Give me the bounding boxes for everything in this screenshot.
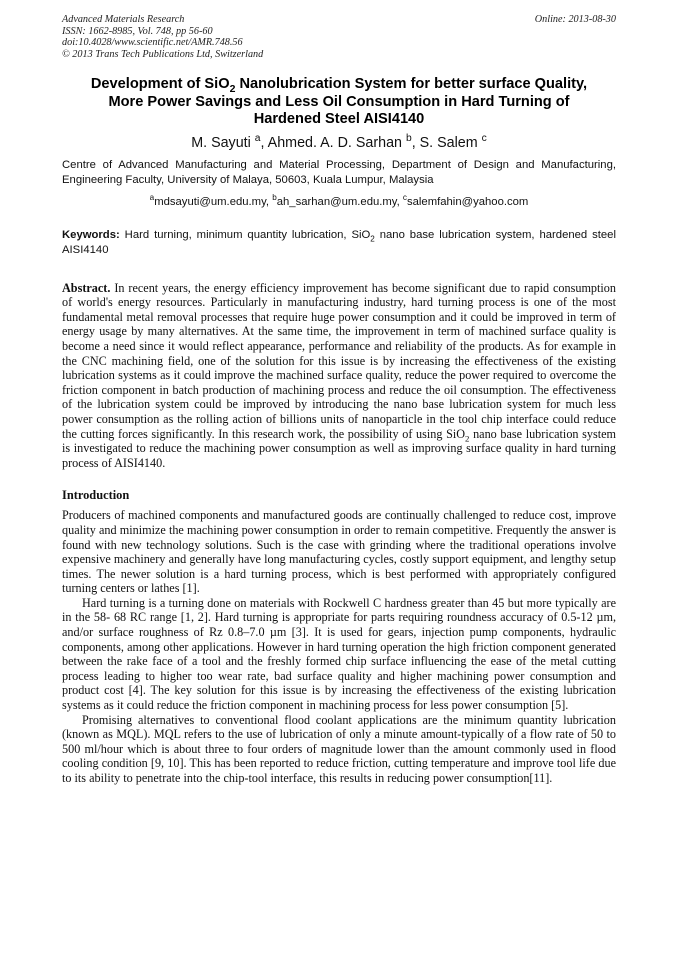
keywords-label: Keywords: [62,228,120,241]
keywords: Keywords: Hard turning, minimum quantity lubrication, SiO$_2$ nano base lubrication system, hardened steel AISI4140 [62,228,616,256]
paragraph: Promising alternatives to conventional flood coolant applications are the minimum quantity lubrication (known as MQL). MQL refers to the use of lubrication of only a minute amount-typically of a flow rate of 50 to 500 ml/hour which is about three to four orders of magnitude lower than the amount commonly used in flood cooling condition [9, 10]. This has been reported to reduce friction, cutting temperature and improve tool life due to its ability to penetrate into the chip-tool interface, this results in reducing power consumption[11]. [62,712,616,785]
copyright: © 2013 Trans Tech Publications Ltd, Switzerland [62,48,264,60]
author-list: M. Sayuti $^a$, Ahmed. A. D. Sarhan $^b$, S. Salem $^c$ [191,132,487,151]
affiliation: Centre of Advanced Manufacturing and Material Processing, Department of Design and Manufacturing, Engineering Faculty, University of Malaya, 50603, Kuala Lumpur, Malaysia [62,158,616,186]
email-link[interactable]: salemfahin@yahoo.com [406,195,529,208]
section-heading-introduction: Introduction [62,488,130,503]
author-name: S. Salem [419,134,478,151]
email-list: $^a$mdsayuti@um.edu.my, $^b$ah_sarhan@um.edu.my, $^c$salemfahin@yahoo.com [149,192,529,208]
email-link[interactable]: mdsayuti@um.edu.my [154,195,266,208]
online-date: Online: 2013-08-30 [534,14,616,25]
issn: ISSN: 1662-8985, Vol. 748, pp 56-60 [62,25,213,37]
paragraph: Hard turning is a turning done on materials with Rockwell C hardness greater than 45 but more typically are in the 58- 68 RC range [1, 2]. Hard turning is appropriate for parts requiring roundness accuracy of 0.5-12 µm, and/or surface roughness of Rz 0.8–7.0 µm [3]. It is used for gears, injection pump components, hydraulic components, among other applications. However in hard turning operation the high friction component generated between the rake face of a tool and the freshly formed chip surface influencing the ease of the metal cutting process leading to higher too wear rate, bad surface quality and higher machining power consumption and product cost [4]. The key solution for this issue is by increasing the effectiveness of the existing lubrication systems as it could reduce the friction component in machining process for less power consumption [5]. [62,595,616,713]
doi: doi:10.4028/www.scientific.net/AMR.748.56 [62,37,243,49]
paper-title: Development of SiO$_2$ Nanolubrication System for better surface Quality, More Power Savings and Less Oil Consumption in Hard Turning of Hardened Steel AISI4140 [90,76,588,128]
abstract: Abstract. In recent years, the energy efficiency improvement has become significant due to rapid consumption of world's energy resources. Particularly in manufacturing industry, hard turning process is one of the most fundamental metal removal processes that require huge power consumption and it could be improved in term of energy usage by many alternatives. At the same time, the improvement in term of machined surface quality is become a need since it would reflect appearance, performance and reliability of the products. As for example in the CNC machining field, one of the solution for this issue is by increasing the effectiveness of the existing lubrication systems as it could improve the machined surface quality, reduce the power required to overcome the friction component in batch production of machining process and reduce the oil consumption. The effectiveness of the lubrication system could be improved by introducing the nano base lubrication system for much less power consumption as the rolling action of billions units of nanoparticle in the tool chip interface could reduce the cutting forces significantly. In this research work, the possibility of using SiO$_2$ nano base lubrication system is investigated to reduce the machining power consumption as well as improving surface quality in hard turning process of AISI4140. [62,280,616,470]
paragraph: Producers of machined components and manufactured goods are continually challenged to reduce cost, improve quality and minimize the machining power consumption in order to remain competitive. Frequently the answer is found with new technology solutions. Such is the case with grinding where the traditional operations involve expensive machinery and generally have long manufacturing cycles, costly support equipment, and lengthy setup times. The newer solution is a hard turning process, which is best performed with appropriately configured turning centers or lathes [1]. [62,508,616,596]
author-name: M. Sayuti [191,134,251,151]
journal-name: Advanced Materials Research [62,14,185,25]
author-name: Ahmed. A. D. Sarhan [267,134,402,151]
journal-header [62,14,616,60]
email-link[interactable]: ah_sarhan@um.edu.my [276,195,397,208]
abstract-label: Abstract. [62,280,111,295]
